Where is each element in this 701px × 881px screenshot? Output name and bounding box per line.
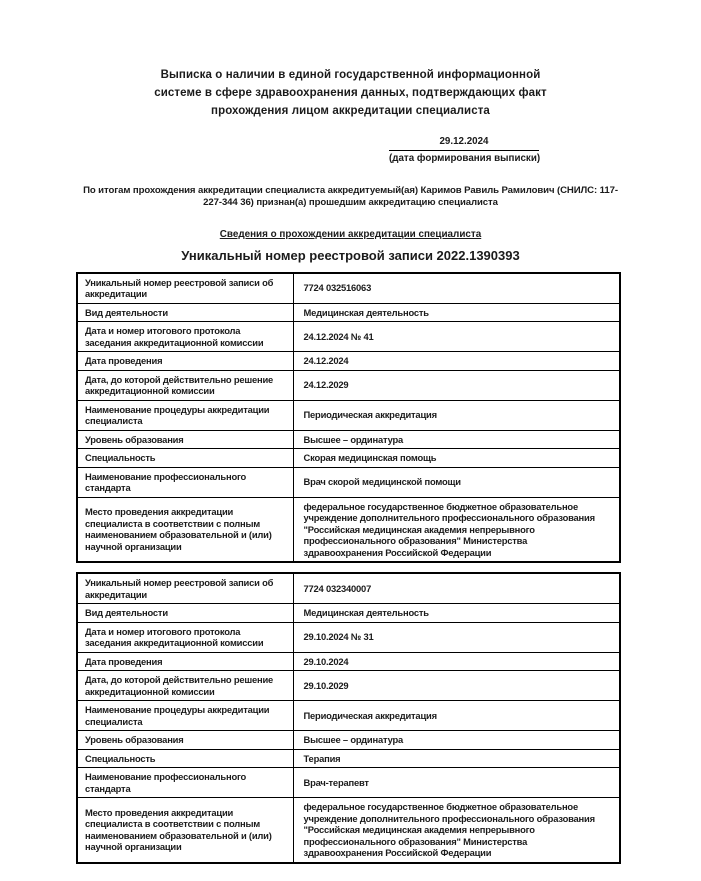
row-label: Дата, до которой действительно решение аккредитационной комиссии [77, 370, 293, 400]
row-value: 29.10.2029 [293, 671, 620, 701]
extract-date: 29.12.2024 [389, 136, 539, 151]
table-row [77, 303, 620, 322]
row-value: федеральное государственное бюджетное образовательное учреждение дополнительного профессионального образования "Российская медицинская академия непрерывного профессионального образования" Министерства здравоохранения Российской Федерации [293, 798, 620, 863]
row-value: 24.12.2024 № 41 [293, 322, 620, 352]
row-value: федеральное государственное бюджетное образовательное учреждение дополнительного профессионального образования "Российская медицинская академия непрерывного профессионального образования" Министерства здравоохранения Российской Федерации [293, 497, 620, 562]
row-value: 24.12.2029 [293, 370, 620, 400]
accreditation-result-paragraph: По итогам прохождения аккредитации специалиста аккредитуемый(ая) Каримов Равиль Рамилович (СНИЛС: 117-227-344 36) признан(а) прошедшим аккредитацию специалиста [83, 184, 618, 208]
table-row [77, 400, 620, 430]
table-row [77, 622, 620, 652]
row-label: Дата проведения [77, 652, 293, 671]
row-value: Скорая медицинская помощь [293, 449, 620, 468]
row-value: 29.10.2024 [293, 652, 620, 671]
row-label: Уровень образования [77, 430, 293, 449]
row-value: Периодическая аккредитация [293, 701, 620, 731]
document-title-line: прохождения лицом аккредитации специалиста [211, 105, 490, 117]
table-row [77, 798, 620, 863]
table-row [77, 749, 620, 768]
table-row [77, 701, 620, 731]
row-value: Терапия [293, 749, 620, 768]
registry-record-number-heading: Уникальный номер реестровой записи 2022.1390393 [181, 247, 520, 263]
row-value: Высшее – ординатура [293, 731, 620, 750]
accreditation-table-1 [76, 272, 621, 564]
table-row [77, 652, 620, 671]
row-value: Высшее – ординатура [293, 430, 620, 449]
table-row [77, 497, 620, 562]
row-label: Наименование процедуры аккредитации специалиста [77, 400, 293, 430]
row-label: Дата и номер итогового протокола заседания аккредитационной комиссии [77, 322, 293, 352]
row-label: Специальность [77, 449, 293, 468]
table-row [77, 768, 620, 798]
table-row [77, 370, 620, 400]
row-label: Наименование процедуры аккредитации специалиста [77, 701, 293, 731]
row-label: Специальность [77, 749, 293, 768]
row-value: Врач скорой медицинской помощи [293, 467, 620, 497]
row-value: 29.10.2024 № 31 [293, 622, 620, 652]
row-label: Наименование профессионального стандарта [77, 467, 293, 497]
row-label: Вид деятельности [77, 303, 293, 322]
table-row [77, 352, 620, 371]
table-row [77, 604, 620, 623]
row-label: Вид деятельности [77, 604, 293, 623]
row-value: 24.12.2024 [293, 352, 620, 371]
table-row [77, 467, 620, 497]
row-value: Периодическая аккредитация [293, 400, 620, 430]
document-title [0, 0, 701, 120]
row-label: Уровень образования [77, 731, 293, 750]
table-row [77, 322, 620, 352]
table-row [77, 430, 620, 449]
accreditation-table-2 [76, 572, 621, 864]
section-heading: Сведения о прохождении аккредитации специалиста [219, 228, 482, 240]
row-label: Место проведения аккредитации специалиста в соответствии с полным наименованием образовательной и (или) научной организации [77, 497, 293, 562]
row-label: Место проведения аккредитации специалиста в соответствии с полным наименованием образовательной и (или) научной организации [77, 798, 293, 863]
document-title-line: Выписка о наличии в единой государственной информационной [160, 69, 541, 81]
table-row [77, 573, 620, 604]
row-value: Медицинская деятельность [293, 604, 620, 623]
row-value: Врач-терапевт [293, 768, 620, 798]
table-row [77, 731, 620, 750]
extract-date-block [389, 136, 539, 165]
document-title-line: системе в сфере здравоохранения данных, подтверждающих факт [154, 87, 547, 99]
row-value: 7724 032340007 [293, 573, 620, 604]
row-value: Медицинская деятельность [293, 303, 620, 322]
row-label: Дата, до которой действительно решение аккредитационной комиссии [77, 671, 293, 701]
extract-date-label: (дата формирования выписки) [389, 152, 541, 164]
row-label: Уникальный номер реестровой записи об аккредитации [77, 573, 293, 604]
table-row [77, 671, 620, 701]
row-value: 7724 032516063 [293, 273, 620, 304]
row-label: Уникальный номер реестровой записи об аккредитации [77, 273, 293, 304]
table-row [77, 273, 620, 304]
table-row [77, 449, 620, 468]
row-label: Наименование профессионального стандарта [77, 768, 293, 798]
row-label: Дата проведения [77, 352, 293, 371]
row-label: Дата и номер итогового протокола заседания аккредитационной комиссии [77, 622, 293, 652]
